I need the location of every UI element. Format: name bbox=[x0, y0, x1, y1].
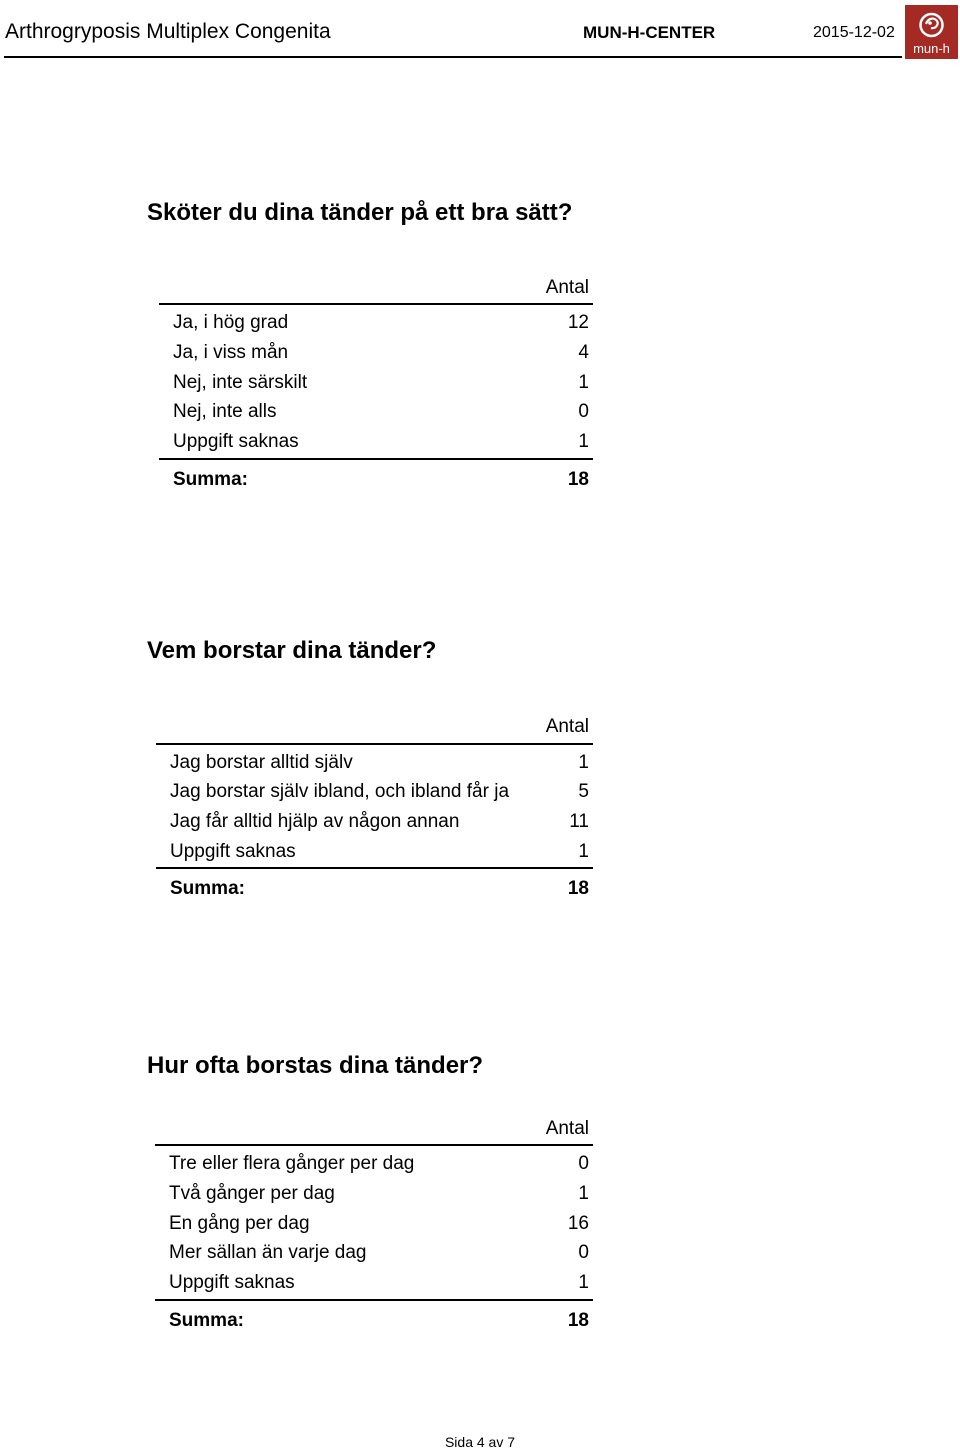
mun-h-logo bbox=[905, 5, 958, 59]
row-value: 0 bbox=[578, 1242, 589, 1263]
report-date: 2015-12-02 bbox=[813, 24, 895, 41]
sum-value: 18 bbox=[567, 469, 589, 490]
row-label: En gång per dag bbox=[169, 1213, 310, 1234]
column-header-antal: Antal bbox=[545, 1118, 589, 1139]
sum-label: Summa: bbox=[169, 1310, 244, 1331]
table-row bbox=[155, 1183, 593, 1213]
table-row bbox=[156, 811, 593, 841]
row-value: 12 bbox=[567, 312, 589, 333]
row-value: 4 bbox=[578, 342, 589, 363]
row-label: Jag får alltid hjälp av någon annan bbox=[170, 811, 460, 832]
sum-value: 18 bbox=[567, 1310, 589, 1331]
section-title-3: Hur ofta borstas dina tänder? bbox=[147, 1052, 484, 1079]
table-row bbox=[159, 401, 593, 431]
row-label: Jag borstar själv ibland, och ibland får ja bbox=[170, 781, 510, 802]
row-label: Ja, i hög grad bbox=[173, 312, 289, 333]
row-value: 0 bbox=[578, 1153, 589, 1174]
row-value: 1 bbox=[578, 372, 589, 393]
table-header-rule bbox=[159, 303, 593, 305]
row-label: Mer sällan än varje dag bbox=[169, 1242, 367, 1263]
column-header-antal: Antal bbox=[545, 277, 589, 298]
center-name: MUN-H-CENTER bbox=[583, 23, 716, 42]
row-value: 11 bbox=[569, 811, 589, 832]
page-header bbox=[0, 0, 960, 60]
row-label: Uppgift saknas bbox=[173, 431, 299, 452]
table-row bbox=[155, 1242, 593, 1272]
section-title-2: Vem borstar dina tänder? bbox=[147, 637, 437, 664]
sum-label: Summa: bbox=[170, 878, 245, 899]
row-value: 1 bbox=[578, 1272, 589, 1293]
header-divider bbox=[4, 56, 902, 58]
table-row bbox=[156, 781, 593, 811]
table-row bbox=[155, 1272, 593, 1302]
row-label: Ja, i viss mån bbox=[173, 342, 289, 363]
row-value: 1 bbox=[578, 1183, 589, 1204]
logo-mark-icon bbox=[918, 10, 945, 39]
table-sum-rule bbox=[159, 458, 593, 460]
row-value: 0 bbox=[578, 401, 589, 422]
section-title-1: Sköter du dina tänder på ett bra sätt? bbox=[147, 199, 573, 226]
logo-text: mun-h bbox=[913, 41, 950, 56]
table-sum-rule bbox=[156, 867, 593, 869]
row-label: Uppgift saknas bbox=[170, 841, 296, 862]
row-value: 1 bbox=[578, 841, 589, 862]
table-row bbox=[159, 342, 593, 372]
table-header-rule bbox=[156, 743, 593, 745]
row-label: Två gånger per dag bbox=[169, 1183, 335, 1204]
table-row bbox=[159, 431, 593, 461]
table-row bbox=[159, 372, 593, 402]
row-label: Nej, inte alls bbox=[173, 401, 277, 422]
row-label: Uppgift saknas bbox=[169, 1272, 295, 1293]
table-row bbox=[155, 1153, 593, 1183]
row-value: 16 bbox=[567, 1213, 589, 1234]
row-value: 5 bbox=[578, 781, 589, 802]
row-label: Nej, inte särskilt bbox=[173, 372, 308, 393]
row-label: Jag borstar alltid själv bbox=[170, 752, 353, 773]
row-value: 1 bbox=[578, 752, 589, 773]
table-row bbox=[156, 752, 593, 782]
table-header-rule bbox=[155, 1144, 593, 1146]
sum-label: Summa: bbox=[173, 469, 248, 490]
table-row bbox=[155, 1213, 593, 1243]
row-value: 1 bbox=[578, 431, 589, 452]
sum-value: 18 bbox=[567, 878, 589, 899]
table-row bbox=[159, 312, 593, 342]
column-header-antal: Antal bbox=[545, 716, 589, 737]
document-title: Arthrogryposis Multiplex Congenita bbox=[5, 20, 331, 43]
table-sum-rule bbox=[155, 1299, 593, 1301]
row-label: Tre eller flera gånger per dag bbox=[169, 1153, 415, 1174]
page-number: Sida 4 av 7 bbox=[444, 1434, 516, 1450]
